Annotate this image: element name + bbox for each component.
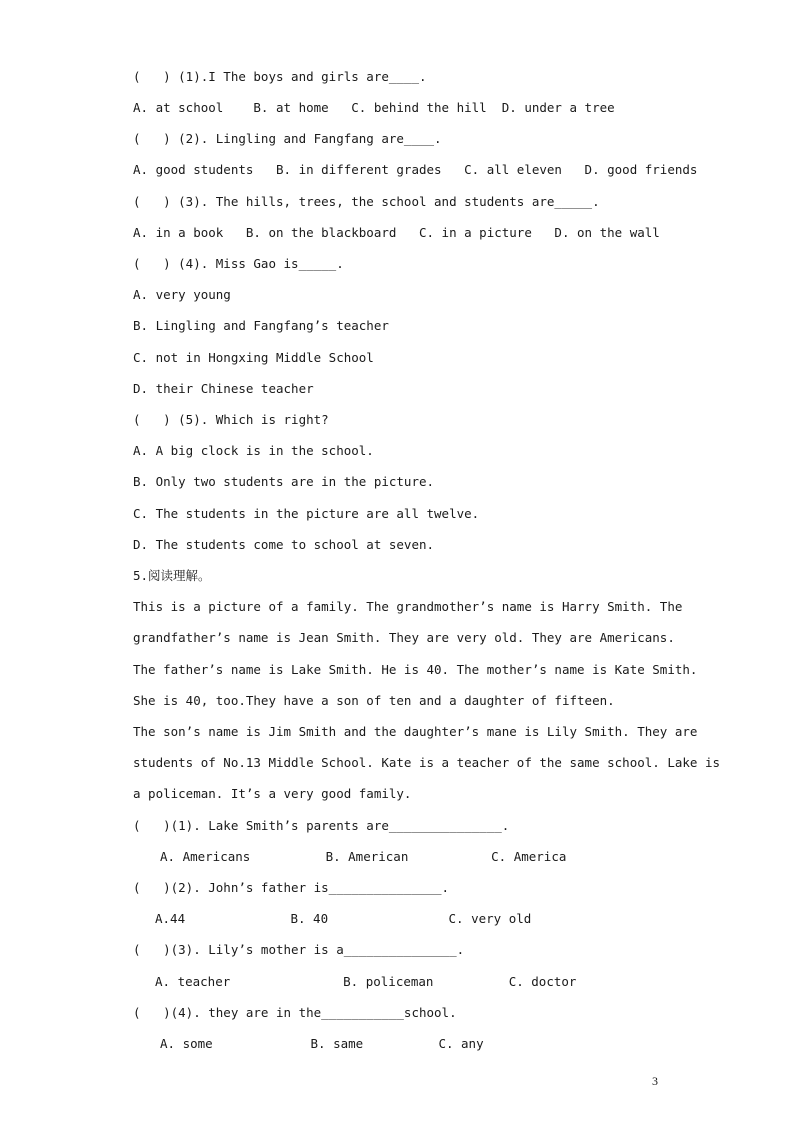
question-4-option-d: D. their Chinese teacher [133,381,314,396]
question-2-stem: ( ) (2). Lingling and Fangfang are____. [133,131,442,146]
question-3-options: A. in a book B. on the blackboard C. in a picture D. on the wall [133,225,660,240]
question-4-option-b: B. Lingling and Fangfang’s teacher [133,318,389,333]
question-5-stem: ( ) (5). Which is right? [133,412,329,427]
question-5-option-b: B. Only two students are in the picture. [133,474,435,489]
passage-line-7: a policeman. It’s a very good family. [133,786,412,801]
question-2-options: A. good students B. in different grades C. all eleven D. good friends [133,162,698,177]
question-5-option-a: A. A big clock is in the school. [133,443,374,458]
question-1-options: A. at school B. at home C. behind the hill D. under a tree [133,100,615,115]
reading-question-4-options: A. some B. same C. any [160,1036,484,1051]
passage-line-6: students of No.13 Middle School. Kate is a teacher of the same school. Lake is [133,755,720,770]
question-4-stem: ( ) (4). Miss Gao is_____. [133,256,344,271]
passage-line-2: grandfather’s name is Jean Smith. They are very old. They are Americans. [133,630,675,645]
section-5-heading: 5.阅读理解。 [133,568,211,583]
passage-line-4: She is 40, too.They have a son of ten and a daughter of fifteen. [133,693,615,708]
question-1-stem: ( ) (1).I The boys and girls are____. [133,69,427,84]
question-4-option-c: C. not in Hongxing Middle School [133,350,374,365]
reading-question-1-options: A. Americans B. American C. America [160,849,567,864]
passage-line-1: This is a picture of a family. The grandmother’s name is Harry Smith. The [133,599,683,614]
question-5-option-d: D. The students come to school at seven. [133,537,435,552]
reading-question-1-stem: ( )(1). Lake Smith’s parents are_______________. [133,818,510,833]
reading-question-3-options: A. teacher B. policeman C. doctor [155,974,577,989]
question-3-stem: ( ) (3). The hills, trees, the school and students are_____. [133,194,600,209]
question-5-option-c: C. The students in the picture are all twelve. [133,506,480,521]
reading-question-4-stem: ( )(4). they are in the___________school. [133,1005,457,1020]
reading-question-2-options: A.44 B. 40 C. very old [155,911,532,926]
passage-line-5: The son’s name is Jim Smith and the daughter’s mane is Lily Smith. They are [133,724,698,739]
passage-line-3: The father’s name is Lake Smith. He is 40. The mother’s name is Kate Smith. [133,662,698,677]
question-4-option-a: A. very young [133,287,231,302]
reading-question-3-stem: ( )(3). Lily’s mother is a_______________. [133,942,465,957]
reading-question-2-stem: ( )(2). John’s father is_______________. [133,880,450,895]
page-number: 3 [652,1074,658,1088]
